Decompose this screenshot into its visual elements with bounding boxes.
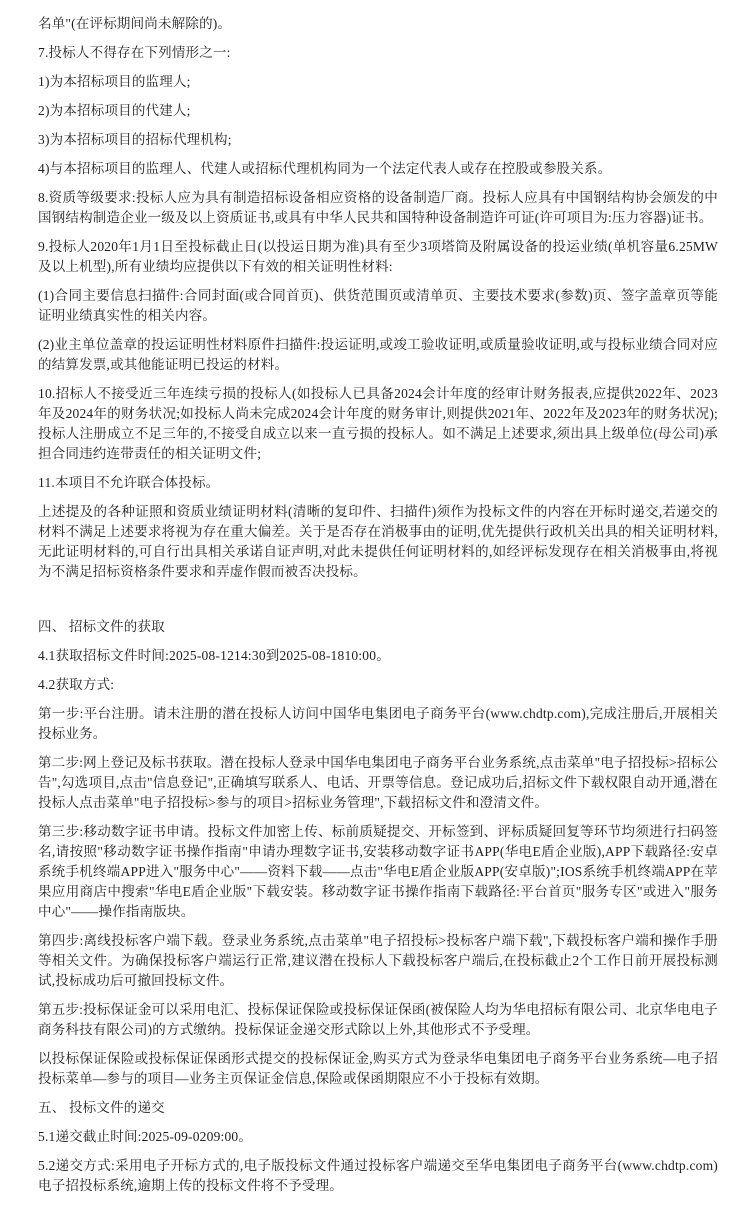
para-performance-requirements: 9.投标人2020年1月1日至投标截止日(以投运日期为准)具有至少3项塔筒及附属设备的投运业绩(单机容量6.25MW及以上机型),所有业绩均应提供以下有效的相关证明性材料: — [38, 239, 718, 274]
para-step-4-offline-client: 第四步:离线投标客户端下载。登录业务系统,点击菜单"电子招投标>投标客户端下载",下载投标客户端和操作手册等相关文件。为确保投标客户端运行正常,建议潜在投标人下载投标客户端后,在投标截止2个工作日前开展投标测试,投标成功后可撤回投标文件。 — [38, 933, 718, 988]
para-blacklist-note: 名单"(在评标期间尚未解除的)。 — [38, 16, 232, 31]
section-heading-obtain-documents: 四、 招标文件的获取 — [38, 619, 165, 634]
section-heading-submission: 五、 投标文件的递交 — [38, 1100, 165, 1115]
para-bidder-restrictions-intro: 7.投标人不得存在下列情形之一: — [38, 45, 231, 60]
para-submission-method: 5.2递交方式:采用电子开标方式的,电子版投标文件通过投标客户端递交至华电集团电子商务平台(www.chdtp.com)电子招投标系统,逾期上传的投标文件将不予受理。 — [38, 1158, 718, 1193]
para-step-1-registration: 第一步:平台注册。请未注册的潜在投标人访问中国华电集团电子商务平台(www.chdtp.com),完成注册后,开展相关投标业务。 — [38, 706, 718, 741]
list-item-restriction-4: 4)与本招标项目的监理人、代建人或招标代理机构同为一个法定代表人或存在控股或参股关系。 — [38, 161, 612, 176]
document-body — [38, 14, 718, 1196]
para-obtain-method: 4.2获取方式: — [38, 677, 115, 692]
para-financial-requirements: 10.招标人不接受近三年连续亏损的投标人(如投标人已具备2024会计年度的经审计财务报表,应提供2022年、2023年及2024年的财务状况;如投标人尚未完成2024会计年度的财务审计,则提供2021年、2022年及2023年的财务状况);投标人注册成立不足三年的,不接受自成立以来一直亏损的投标人。如不满足上述要求,须出具上级单位(母公司)承担合同违约连带责任的相关证明文件; — [38, 386, 718, 461]
para-bond-insurance-note: 以投标保证保险或投标保证保函形式提交的投标保证金,购买方式为登录华电集团电子商务平台业务系统—电子招投标菜单—参与的项目—业务主页保证金信息,保险或保函期限应不小于投标有效期。 — [38, 1051, 718, 1086]
para-step-2-online-registration: 第二步:网上登记及标书获取。潜在投标人登录中国华电集团电子商务平台业务系统,点击菜单"电子招投标>招标公告",勾选项目,点击"信息登记",正确填写联系人、电话、开票等信息。登记成功后,招标文件下载权限自动开通,潜在投标人点击菜单"电子招投标>参与的项目>招标业务管理",下载招标文件和澄清文件。 — [38, 755, 718, 810]
para-obtain-time: 4.1获取招标文件时间:2025-08-1214:30到2025-08-1810:00。 — [38, 648, 390, 663]
para-certificates-submission-note: 上述提及的各种证照和资质业绩证明材料(清晰的复印件、扫描件)须作为投标文件的内容在开标时递交,若递交的材料不满足上述要求将视为存在重大偏差。关于是否存在消极事由的证明,优先提供行政机关出具的相关证明材料,无此证明材料的,可自行出具相关承诺自证声明,对此未提供任何证明材料的,如经评标发现存在相关消极事由,将视为不满足招标资格条件要求和弄虚作假而被否决投标。 — [38, 504, 718, 579]
blank-line — [38, 591, 718, 617]
para-evidence-operation-proof: (2)业主单位盖章的投运证明性材料原件扫描件:投运证明,或竣工验收证明,或质量验收证明,或与投标业绩合同对应的结算发票,或其他能证明已投运的材料。 — [38, 337, 718, 372]
para-no-consortium: 11.本项目不允许联合体投标。 — [38, 475, 220, 490]
para-submission-deadline: 5.1递交截止时间:2025-09-0209:00。 — [38, 1129, 253, 1144]
list-item-restriction-2: 2)为本招标项目的代建人; — [38, 103, 191, 118]
para-qualification-requirements: 8.资质等级要求:投标人应为具有制造招标设备相应资格的设备制造厂商。投标人应具有中国钢结构协会颁发的中国钢结构制造企业一级及以上资质证书,或具有中华人民共和国特种设备制造许可证(许可项目为:压力容器)证书。 — [38, 190, 718, 225]
list-item-restriction-1: 1)为本招标项目的监理人; — [38, 74, 191, 89]
list-item-restriction-3: 3)为本招标项目的招标代理机构; — [38, 132, 232, 147]
para-step-5-bid-bond: 第五步:投标保证金可以采用电汇、投标保证保险或投标保证保函(被保险人均为华电招标有限公司、北京华电电子商务科技有限公司)的方式缴纳。投标保证金递交形式除以上外,其他形式不予受理。 — [38, 1002, 718, 1037]
para-step-3-mobile-certificate: 第三步:移动数字证书申请。投标文件加密上传、标前质疑提交、开标签到、评标质疑回复等环节均须进行扫码签名,请按照"移动数字证书操作指南"申请办理数字证书,安装移动数字证书APP(华电E盾企业版),APP下载路径:安卓系统手机终端APP进入"服务中心"——资料下载——点击"华电E盾企业版APP(安卓版)";IOS系统手机终端APP在苹果应用商店中搜索"华电E盾企业版"下载安装。移动数字证书操作指南下载路径:平台首页"服务专区"或进入"服务中心"——操作指南版块。 — [38, 824, 718, 919]
para-evidence-contract-scan: (1)合同主要信息扫描件:合同封面(或合同首页)、供货范围页或清单页、主要技术要求(参数)页、签字盖章页等能证明业绩真实性的相关内容。 — [38, 288, 718, 323]
